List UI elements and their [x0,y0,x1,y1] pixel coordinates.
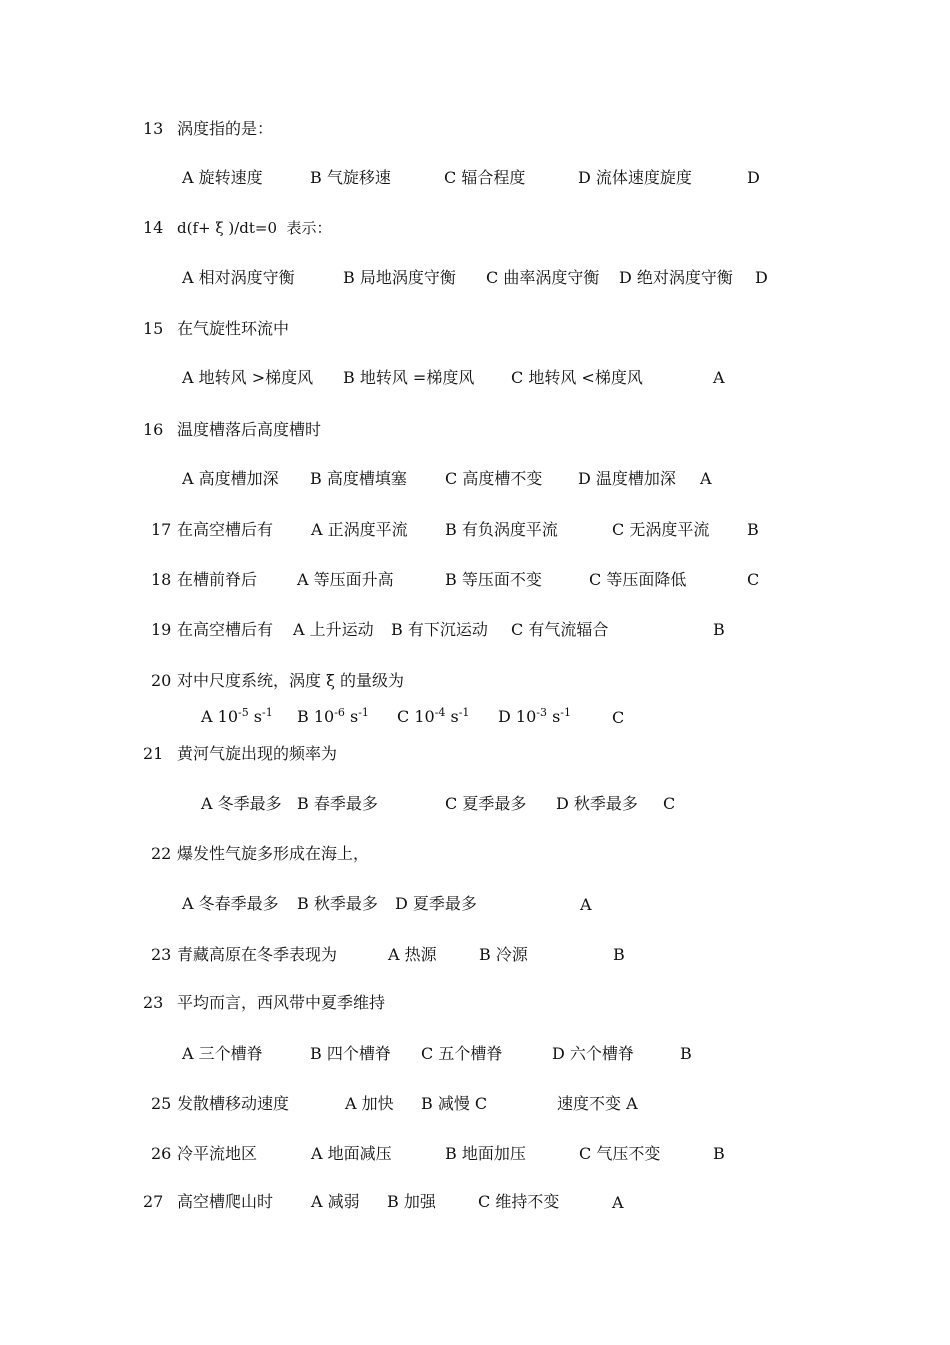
question-number: 22 [151,844,172,863]
option-b: B 春季最多 [297,794,378,813]
option-a: A $10^{-5}$ $s^{-1}$ [201,706,273,726]
question-number: 15 [143,319,164,338]
option-c: C 辐合程度 [444,168,526,187]
option-a: A 冬春季最多 [182,894,279,913]
option-a: A 高度槽加深 [182,469,279,488]
option-a: A 地转风 >梯度风 [182,368,314,387]
option-c: C 地转风 <梯度风 [511,368,643,387]
answer: A [612,1193,624,1212]
answer: C [747,570,760,589]
answer: A [700,469,712,488]
option-a: A 旋转速度 [182,168,263,187]
question-stem: 在高空槽后有 [177,520,274,539]
option-b: B 地转风 =梯度风 [343,368,475,387]
question-stem: 平均而言，西风带中夏季维持 [177,993,386,1012]
question-number: 20 [151,671,172,690]
answer: C [663,794,676,813]
option-c: C 有气流辐合 [511,620,609,639]
question-number: 19 [151,620,172,639]
question-stem: 青藏高原在冬季表现为 [177,945,338,964]
option-b: B $10^{-6}$ $s^{-1}$ [297,706,369,726]
question-stem: 黄河气旋出现的频率为 [177,744,338,763]
question-number: 16 [143,420,164,439]
answer: B [613,945,625,964]
option-d: D 绝对涡度守衡 [619,268,733,287]
option-b: B 四个槽脊 [310,1044,391,1063]
question-stem: 在气旋性环流中 [177,319,290,338]
option-c: C $10^{-4}$ $s^{-1}$ [397,706,470,726]
question-stem: 冷平流地区 [177,1144,258,1163]
option-a: A 地面减压 [311,1144,392,1163]
option-b: B 加强 [387,1192,436,1211]
question-number: 18 [151,570,172,589]
answer: C [612,708,625,727]
answer: A [713,368,725,387]
question-number: 27 [143,1192,164,1211]
question-number: 13 [143,119,164,138]
question-stem: 爆发性气旋多形成在海上， [177,844,370,863]
question-number: 23 [143,993,164,1012]
option-c: C 曲率涡度守衡 [486,268,600,287]
question-stem: 高空槽爬山时 [177,1192,274,1211]
option-d: D 秋季最多 [556,794,638,813]
answer: D [747,168,760,187]
option-c: C 五个槽脊 [421,1044,503,1063]
question-stem: 温度槽落后高度槽时 [177,420,322,439]
question-number: 26 [151,1144,172,1163]
option-a: A 加快 [345,1094,394,1113]
question-number: 14 [143,218,164,237]
option-a: A 上升运动 [293,620,374,639]
option-b: B 气旋移速 [310,168,391,187]
question-number: 25 [151,1094,172,1113]
option-d: D 夏季最多 [395,894,477,913]
answer: B [713,1144,725,1163]
answer: D [755,268,768,287]
option-a: A 热源 [388,945,437,964]
option-a: A 减弱 [311,1192,360,1211]
option-b: B 有负涡度平流 [445,520,558,539]
question-stem: 涡度指的是： [177,119,274,138]
question-number: 21 [143,744,164,763]
option-d: D $10^{-3}$ $s^{-1}$ [498,706,572,726]
option-c: C 无涡度平流 [612,520,710,539]
question-stem: 发散槽移动速度 [177,1094,290,1113]
option-a: A 等压面升高 [297,570,394,589]
question-stem: 在高空槽后有 [177,620,274,639]
option-c: C 等压面降低 [589,570,687,589]
option-b: B 减慢 C [421,1094,488,1113]
option-b: B 秋季最多 [297,894,378,913]
question-stem: 对中尺度系统，涡度 ξ 的量级为 [177,671,404,690]
option-c: C 维持不变 [478,1192,560,1211]
option-a: A 相对涡度守衡 [182,268,295,287]
option-b: B 地面加压 [445,1144,526,1163]
option-a: A 三个槽脊 [182,1044,263,1063]
question-number: 17 [151,520,172,539]
answer: B [747,520,759,539]
question-stem: d(f+ ξ )/dt=0 表示： [177,219,332,237]
question-number: 23 [151,945,172,964]
option-d: D 流体速度旋度 [578,168,692,187]
question-stem: 在槽前脊后 [177,570,258,589]
option-c: 速度不变 A [557,1094,638,1113]
option-c: C 气压不变 [579,1144,661,1163]
option-b: B 等压面不变 [445,570,542,589]
option-a: A 正涡度平流 [311,520,408,539]
answer: B [680,1044,692,1063]
option-b: B 冷源 [479,945,528,964]
option-c: C 高度槽不变 [445,469,543,488]
answer: B [713,620,725,639]
option-d: D 温度槽加深 [578,469,676,488]
answer: A [580,895,592,914]
option-b: B 有下沉运动 [391,620,488,639]
option-b: B 局地涡度守衡 [343,268,456,287]
option-d: D 六个槽脊 [552,1044,634,1063]
option-a: A 冬季最多 [201,794,282,813]
option-b: B 高度槽填塞 [310,469,407,488]
option-c: C 夏季最多 [445,794,527,813]
